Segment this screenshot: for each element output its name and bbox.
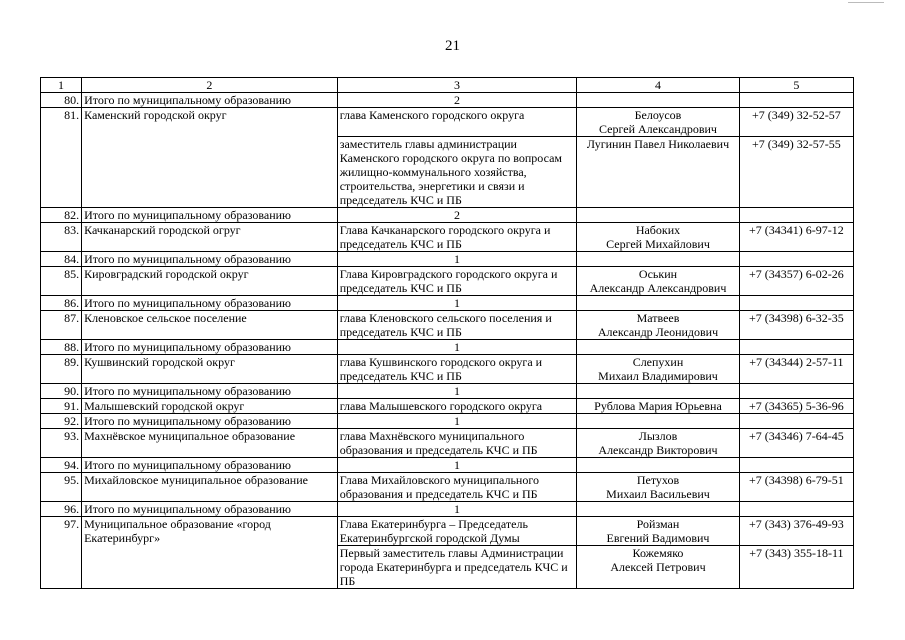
total-count: 1: [337, 414, 577, 429]
table-row: [41, 355, 854, 384]
total-label: Итого по муниципальному образованию: [82, 252, 338, 267]
table-row: [41, 267, 854, 296]
total-row: [41, 384, 854, 399]
total-label: Итого по муниципальному образованию: [82, 296, 338, 311]
row-number: 80.: [41, 93, 82, 108]
header-col-3: 3: [337, 78, 577, 93]
corner-mark: [848, 2, 884, 3]
row-number: 82.: [41, 208, 82, 223]
total-count: 1: [337, 252, 577, 267]
official-name: Матвеев Александр Леонидович: [577, 311, 739, 340]
position: Глава Кировградского городского округа и председатель КЧС и ПБ: [337, 267, 577, 296]
total-label: Итого по муниципальному образованию: [82, 208, 338, 223]
total-label: Итого по муниципальному образованию: [82, 502, 338, 517]
phone: +7 (34357) 6-02-26: [739, 267, 853, 296]
header-col-1: 1: [41, 78, 82, 93]
table-row: [41, 311, 854, 340]
position: Глава Михайловского муниципального образования и председатель КЧС и ПБ: [337, 473, 577, 502]
phone: +7 (349) 32-57-55: [739, 137, 853, 208]
row-number: 85.: [41, 267, 82, 296]
official-name: Петухов Михаил Васильевич: [577, 473, 739, 502]
table-row: [41, 473, 854, 502]
row-number: 92.: [41, 414, 82, 429]
phone: +7 (34398) 6-32-35: [739, 311, 853, 340]
phone: +7 (343) 376-49-93: [739, 517, 853, 546]
phone: +7 (34346) 7-64-45: [739, 429, 853, 458]
phone: +7 (34344) 2-57-11: [739, 355, 853, 384]
phone: +7 (34341) 6-97-12: [739, 223, 853, 252]
total-count: 1: [337, 296, 577, 311]
total-row: [41, 458, 854, 473]
total-row: [41, 414, 854, 429]
official-name: Оськин Александр Александрович: [577, 267, 739, 296]
municipality-name: Кушвинский городской округ: [82, 355, 338, 384]
table-row: [41, 108, 854, 137]
total-label: Итого по муниципальному образованию: [82, 340, 338, 355]
phone: +7 (349) 32-52-57: [739, 108, 853, 137]
total-count: 1: [337, 502, 577, 517]
position: Первый заместитель главы Администрации города Екатеринбурга и председатель КЧС и ПБ: [337, 546, 577, 589]
total-count: 1: [337, 458, 577, 473]
row-number: 95.: [41, 473, 82, 502]
total-label: Итого по муниципальному образованию: [82, 93, 338, 108]
municipality-name: Каменский городской округ: [82, 108, 338, 137]
official-name: Слепухин Михаил Владимирович: [577, 355, 739, 384]
official-name: Кожемяко Алексей Петрович: [577, 546, 739, 589]
row-number: 97.: [41, 517, 82, 546]
table-row: [41, 517, 854, 546]
table-row: [41, 137, 854, 208]
row-number: 83.: [41, 223, 82, 252]
header-col-5: 5: [739, 78, 853, 93]
official-name: Рублова Мария Юрьевна: [577, 399, 739, 414]
table-row: [41, 546, 854, 589]
municipality-name: Кировградский городской округ: [82, 267, 338, 296]
phone: +7 (343) 355-18-11: [739, 546, 853, 589]
total-label: Итого по муниципальному образованию: [82, 384, 338, 399]
row-number: 87.: [41, 311, 82, 340]
total-label: Итого по муниципальному образованию: [82, 414, 338, 429]
phone: +7 (34365) 5-36-96: [739, 399, 853, 414]
row-number: 90.: [41, 384, 82, 399]
total-count: 2: [337, 93, 577, 108]
row-number: 89.: [41, 355, 82, 384]
municipality-name: Муниципальное образование «город Екатеринбург»: [82, 517, 338, 546]
position: глава Кушвинского городского округа и председатель КЧС и ПБ: [337, 355, 577, 384]
official-name: Набоких Сергей Михайлович: [577, 223, 739, 252]
row-number: 84.: [41, 252, 82, 267]
table-header-row: [41, 78, 854, 93]
position: глава Махнёвского муниципального образования и председатель КЧС и ПБ: [337, 429, 577, 458]
municipality-name: Качканарский городской огруг: [82, 223, 338, 252]
position: Глава Качканарского городского округа и председатель КЧС и ПБ: [337, 223, 577, 252]
total-row: [41, 340, 854, 355]
total-label: Итого по муниципальному образованию: [82, 458, 338, 473]
officials-table: [40, 77, 854, 589]
header-col-2: 2: [82, 78, 338, 93]
total-row: [41, 502, 854, 517]
position: глава Кленовского сельского поселения и председатель КЧС и ПБ: [337, 311, 577, 340]
total-row: [41, 93, 854, 108]
phone: +7 (34398) 6-79-51: [739, 473, 853, 502]
table-row: [41, 399, 854, 414]
row-number: 91.: [41, 399, 82, 414]
total-row: [41, 296, 854, 311]
position: заместитель главы администрации Каменского городского округа по вопросам жилищно-коммунального хозяйства, строительства, энергетики и связи и председатель КЧС и ПБ: [337, 137, 577, 208]
row-number: 88.: [41, 340, 82, 355]
total-count: 1: [337, 384, 577, 399]
official-name: Ройзман Евгений Вадимович: [577, 517, 739, 546]
row-number: 94.: [41, 458, 82, 473]
official-name: Лызлов Александр Викторович: [577, 429, 739, 458]
page-number: 21: [445, 38, 460, 54]
table-row: [41, 429, 854, 458]
official-name: Белоусов Сергей Александрович: [577, 108, 739, 137]
row-number: 81.: [41, 108, 82, 137]
row-number: 93.: [41, 429, 82, 458]
total-count: 2: [337, 208, 577, 223]
municipality-name: Михайловское муниципальное образование: [82, 473, 338, 502]
total-row: [41, 208, 854, 223]
municipality-name: Малышевский городской округ: [82, 399, 338, 414]
table-row: [41, 223, 854, 252]
official-name: Лугинин Павел Николаевич: [577, 137, 739, 208]
header-col-4: 4: [577, 78, 739, 93]
row-number: 86.: [41, 296, 82, 311]
position: глава Каменского городского округа: [337, 108, 577, 137]
total-count: 1: [337, 340, 577, 355]
position: Глава Екатеринбурга – Председатель Екатеринбургской городской Думы: [337, 517, 577, 546]
municipality-name: Кленовское сельское поселение: [82, 311, 338, 340]
position: глава Малышевского городского округа: [337, 399, 577, 414]
row-number: 96.: [41, 502, 82, 517]
total-row: [41, 252, 854, 267]
municipality-name: Махнёвское муниципальное образование: [82, 429, 338, 458]
